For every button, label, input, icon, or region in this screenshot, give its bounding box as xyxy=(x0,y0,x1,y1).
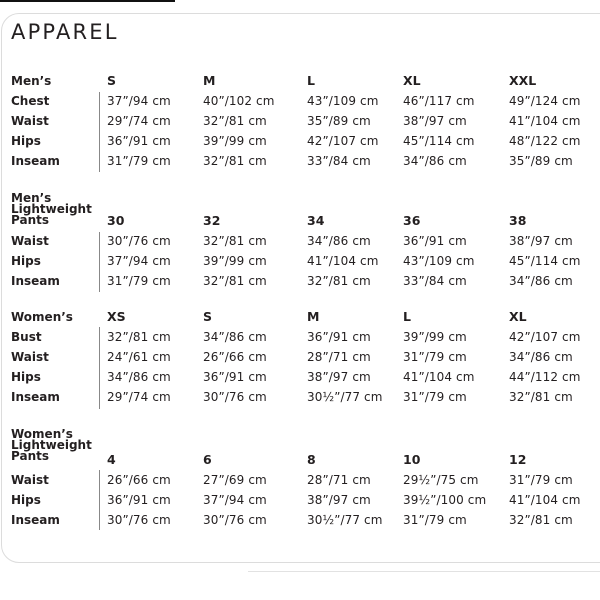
measurement-cell: 41”/104 cm xyxy=(403,370,475,384)
row-label: Inseam xyxy=(11,513,60,527)
measurement-cell: 45”/114 cm xyxy=(403,134,475,148)
table-row xyxy=(0,367,600,387)
table-row xyxy=(0,510,600,530)
measurement-cell: 30½”/77 cm xyxy=(307,390,383,404)
measurement-cell: 38”/97 cm xyxy=(403,114,467,128)
table-row xyxy=(0,91,600,111)
measurement-cell: 31”/79 cm xyxy=(107,154,171,168)
measurement-cell: 38”/97 cm xyxy=(307,370,371,384)
measurement-cell: 31”/79 cm xyxy=(403,350,467,364)
measurement-cell: 41”/104 cm xyxy=(509,493,581,507)
section-heading: Women’s Lightweight Pants xyxy=(11,427,92,463)
measurement-cell: 46”/117 cm xyxy=(403,94,475,108)
size-header: XS xyxy=(107,309,126,324)
measurement-cell: 28”/71 cm xyxy=(307,473,371,487)
measurement-cell: 36”/91 cm xyxy=(307,330,371,344)
row-label: Hips xyxy=(11,134,41,148)
size-header: 4 xyxy=(107,452,116,467)
size-header: XL xyxy=(509,309,527,324)
size-header: M xyxy=(307,309,320,324)
measurement-cell: 37”/94 cm xyxy=(107,254,171,268)
measurement-cell: 36”/91 cm xyxy=(107,493,171,507)
size-header: S xyxy=(203,309,213,324)
measurement-cell: 30”/76 cm xyxy=(107,234,171,248)
measurement-cell: 29”/74 cm xyxy=(107,390,171,404)
size-header: 6 xyxy=(203,452,212,467)
measurement-cell: 35”/89 cm xyxy=(509,154,573,168)
measurement-cell: 34”/86 cm xyxy=(203,330,267,344)
measurement-cell: 26”/66 cm xyxy=(107,473,171,487)
size-header: XL xyxy=(403,73,421,88)
measurement-cell: 44”/112 cm xyxy=(509,370,581,384)
measurement-cell: 32”/81 cm xyxy=(307,274,371,288)
top-rule xyxy=(0,0,175,2)
measurement-cell: 43”/109 cm xyxy=(403,254,475,268)
measurement-cell: 34”/86 cm xyxy=(509,274,573,288)
size-header: 8 xyxy=(307,452,316,467)
header-row xyxy=(0,211,600,231)
header-row xyxy=(0,450,600,470)
measurement-cell: 48”/122 cm xyxy=(509,134,581,148)
measurement-cell: 31”/79 cm xyxy=(509,473,573,487)
table-row xyxy=(0,470,600,490)
size-header: S xyxy=(107,73,117,88)
measurement-cell: 31”/79 cm xyxy=(403,513,467,527)
row-label: Waist xyxy=(11,234,49,248)
size-header: 38 xyxy=(509,213,527,228)
measurement-cell: 28”/71 cm xyxy=(307,350,371,364)
measurement-cell: 31”/79 cm xyxy=(403,390,467,404)
measurement-cell: 32”/81 cm xyxy=(203,234,267,248)
row-label: Bust xyxy=(11,330,42,344)
measurement-cell: 33”/84 cm xyxy=(307,154,371,168)
size-header: L xyxy=(403,309,411,324)
measurement-cell: 31”/79 cm xyxy=(107,274,171,288)
header-row xyxy=(0,307,600,327)
measurement-cell: 32”/81 cm xyxy=(203,114,267,128)
row-label: Hips xyxy=(11,254,41,268)
size-header: 32 xyxy=(203,213,221,228)
measurement-cell: 33”/84 cm xyxy=(403,274,467,288)
section-heading: Men’s Lightweight Pants xyxy=(11,191,92,227)
section-heading: Men’s xyxy=(11,74,52,88)
measurement-cell: 39”/99 cm xyxy=(403,330,467,344)
table-row xyxy=(0,131,600,151)
bottom-rule xyxy=(248,571,600,572)
measurement-cell: 30”/76 cm xyxy=(203,513,267,527)
size-header: 30 xyxy=(107,213,125,228)
measurement-cell: 49”/124 cm xyxy=(509,94,581,108)
measurement-cell: 32”/81 cm xyxy=(203,274,267,288)
measurement-cell: 43”/109 cm xyxy=(307,94,379,108)
row-label: Waist xyxy=(11,473,49,487)
measurement-cell: 32”/81 cm xyxy=(203,154,267,168)
measurement-cell: 39”/99 cm xyxy=(203,254,267,268)
measurement-cell: 41”/104 cm xyxy=(307,254,379,268)
header-row xyxy=(0,71,600,91)
measurement-cell: 36”/91 cm xyxy=(403,234,467,248)
measurement-cell: 26”/66 cm xyxy=(203,350,267,364)
size-header: 10 xyxy=(403,452,421,467)
row-label: Inseam xyxy=(11,154,60,168)
section-heading: Women’s xyxy=(11,310,73,324)
measurement-cell: 34”/86 cm xyxy=(107,370,171,384)
measurement-cell: 29”/74 cm xyxy=(107,114,171,128)
measurement-cell: 38”/97 cm xyxy=(307,493,371,507)
table-row xyxy=(0,271,600,291)
size-header: XXL xyxy=(509,73,537,88)
measurement-cell: 37”/94 cm xyxy=(203,493,267,507)
row-label: Chest xyxy=(11,94,50,108)
size-header: 12 xyxy=(509,452,527,467)
table-row xyxy=(0,231,600,251)
measurement-cell: 35”/89 cm xyxy=(307,114,371,128)
measurement-cell: 34”/86 cm xyxy=(509,350,573,364)
measurement-cell: 42”/107 cm xyxy=(509,330,581,344)
size-header: L xyxy=(307,73,315,88)
measurement-cell: 36”/91 cm xyxy=(203,370,267,384)
table-row xyxy=(0,111,600,131)
measurement-cell: 38”/97 cm xyxy=(509,234,573,248)
row-label: Inseam xyxy=(11,390,60,404)
row-label: Waist xyxy=(11,114,49,128)
measurement-cell: 27”/69 cm xyxy=(203,473,267,487)
row-label: Waist xyxy=(11,350,49,364)
measurement-cell: 24”/61 cm xyxy=(107,350,171,364)
measurement-cell: 30½”/77 cm xyxy=(307,513,383,527)
measurement-cell: 30”/76 cm xyxy=(107,513,171,527)
measurement-cell: 39½”/100 cm xyxy=(403,493,487,507)
measurement-cell: 30”/76 cm xyxy=(203,390,267,404)
measurement-cell: 32”/81 cm xyxy=(107,330,171,344)
table-row xyxy=(0,327,600,347)
measurement-cell: 40”/102 cm xyxy=(203,94,275,108)
measurement-cell: 37”/94 cm xyxy=(107,94,171,108)
measurement-cell: 29½”/75 cm xyxy=(403,473,479,487)
page-title: APPAREL xyxy=(11,20,119,44)
measurement-cell: 45”/114 cm xyxy=(509,254,581,268)
measurement-cell: 34”/86 cm xyxy=(307,234,371,248)
measurement-cell: 39”/99 cm xyxy=(203,134,267,148)
measurement-cell: 36”/91 cm xyxy=(107,134,171,148)
measurement-cell: 32”/81 cm xyxy=(509,390,573,404)
size-header: M xyxy=(203,73,216,88)
measurement-cell: 34”/86 cm xyxy=(403,154,467,168)
row-label: Hips xyxy=(11,370,41,384)
table-row xyxy=(0,347,600,367)
measurement-cell: 41”/104 cm xyxy=(509,114,581,128)
measurement-cell: 32”/81 cm xyxy=(509,513,573,527)
size-header: 34 xyxy=(307,213,325,228)
table-row xyxy=(0,490,600,510)
measurement-cell: 42”/107 cm xyxy=(307,134,379,148)
row-label: Hips xyxy=(11,493,41,507)
table-row xyxy=(0,151,600,171)
table-row xyxy=(0,251,600,271)
row-label: Inseam xyxy=(11,274,60,288)
table-row xyxy=(0,387,600,407)
size-header: 36 xyxy=(403,213,421,228)
